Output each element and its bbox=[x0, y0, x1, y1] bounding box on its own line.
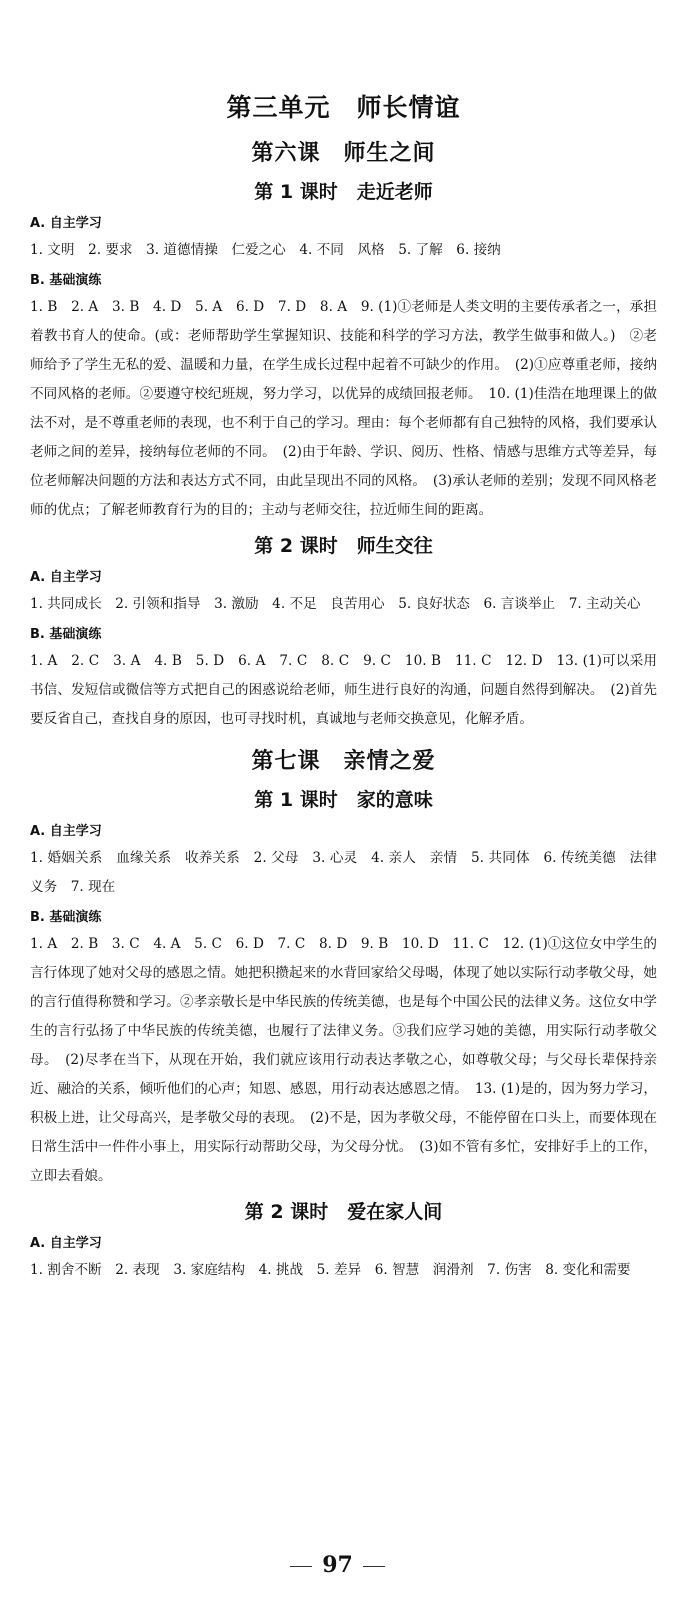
page-number: 97 bbox=[322, 1552, 353, 1578]
lesson7-period1-b-head: B. 基础演练 bbox=[30, 910, 102, 925]
lesson7-period1-b-text: 1. A 2. B 3. C 4. A 5. C 6. D 7. C 8. D 9. B 10. D 11. C 12. (1)①这位女中学生的言行体现了她对父母的感恩之情。她把积攒起来的水背回家给父母喝，体现了她以实际行动孝敬父母，她的言行值得称赞和学习。②孝亲敬长是中华民族的传统美德，也是每个中国公民的法律义务。这位女中学生的言行弘扬了中华民族的传统美德，也履行了法律义务。③我们应学习她的美德，用实际行动孝敬父母。 (2)尽孝在当下，从现在开始，我们就应该用行动表达孝敬之心，如尊敬父母；与父母长辈保持亲近、融洽的关系，倾听他们的心声；知恩、感恩，用行动表达感恩之情。 13. (1)是的，因为努力学习，积极上进，让父母高兴，是孝敬父母的表现。 (2)不是，因为孝敬父母，不能停留在口头上，而要体现在日常生活中一件件小事上，用实际行动帮助父母，为父母分忧。 (3)如不管有多忙，安排好手上的工作，立即去看娘。 bbox=[30, 936, 657, 1184]
lesson6-period2-b-head: B. 基础演练 bbox=[30, 627, 102, 642]
lesson6-title: 第六课 师生之间 bbox=[251, 141, 436, 166]
lesson6-period2-title: 第 2 课时 师生交往 bbox=[254, 535, 433, 557]
lesson7-period2-a-head: A. 自主学习 bbox=[30, 1236, 102, 1251]
lesson7-period1-title: 第 1 课时 家的意味 bbox=[254, 789, 433, 811]
lesson6-period1-a-text: 1. 文明 2. 要求 3. 道德情操 仁爱之心 4. 不同 风格 5. 了解 6. 接纳 bbox=[30, 242, 501, 258]
lesson7-period1-a-head: A. 自主学习 bbox=[30, 824, 102, 839]
lesson7-title: 第七课 亲情之爱 bbox=[251, 749, 436, 774]
lesson6-period2-a-text: 1. 共同成长 2. 引领和指导 3. 激励 4. 不足 良苦用心 5. 良好状态 6. 言谈举止 7. 主动关心 bbox=[30, 596, 641, 612]
page-number-footer bbox=[0, 1552, 675, 1578]
lesson7-period2-title: 第 2 课时 爱在家人间 bbox=[244, 1201, 443, 1223]
lesson6-period1-a-head: A. 自主学习 bbox=[30, 216, 102, 231]
footer-dash-right bbox=[363, 1566, 385, 1567]
lesson7-period2-a-text: 1. 割舍不断 2. 表现 3. 家庭结构 4. 挑战 5. 差异 6. 智慧 润滑剂 7. 伤害 8. 变化和需要 bbox=[30, 1262, 631, 1278]
lesson6-period2-a-head: A. 自主学习 bbox=[30, 570, 102, 585]
footer-dash-left bbox=[290, 1566, 312, 1567]
lesson6-period1-title: 第 1 课时 走近老师 bbox=[254, 181, 433, 203]
lesson6-period1-b-text: 1. B 2. A 3. B 4. D 5. A 6. D 7. D 8. A 9. (1)①老师是人类文明的主要传承者之一，承担着教书育人的使命。(或：老师帮助学生掌握知识、技能和科学的学习方法，教学生做事和做人。) ②老师给予了学生无私的爱、温暖和力量，在学生成长过程中起着不可缺少的作用。 (2)①应尊重老师，接纳不同风格的老师。②要遵守校纪班规，努力学习，以优异的成绩回报老师。 10. (1)佳浩在地理课上的做法不对，是不尊重老师的表现，也不利于自己的学习。理由：每个老师都有自己独特的风格，我们要承认老师之间的差异，接纳每位老师的不同。 (2)由于年龄、学识、阅历、性格、情感与思维方式等差异，每位老师解决问题的方法和表达方式不同，由此呈现出不同的风格。 (3)承认老师的差别；发现不同风格老师的优点；了解老师教育行为的目的；主动与老师交往，拉近师生间的距离。 bbox=[30, 299, 657, 518]
lesson7-period1-a-text: 1. 婚姻关系 血缘关系 收养关系 2. 父母 3. 心灵 4. 亲人 亲情 5. 共同体 6. 传统美德 法律义务 7. 现在 bbox=[30, 850, 657, 895]
unit-title: 第三单元 师长情谊 bbox=[226, 93, 461, 122]
lesson6-period1-b-head: B. 基础演练 bbox=[30, 273, 102, 288]
lesson6-period2-b-text: 1. A 2. C 3. A 4. B 5. D 6. A 7. C 8. C 9. C 10. B 11. C 12. D 13. (1)可以采用书信、发短信或微信等方式把自己的困惑说给老师，师生进行良好的沟通，问题自然得到解决。 (2)首先要反省自己，查找自身的原因，也可寻找时机，真诚地与老师交换意见，化解矛盾。 bbox=[30, 653, 657, 727]
